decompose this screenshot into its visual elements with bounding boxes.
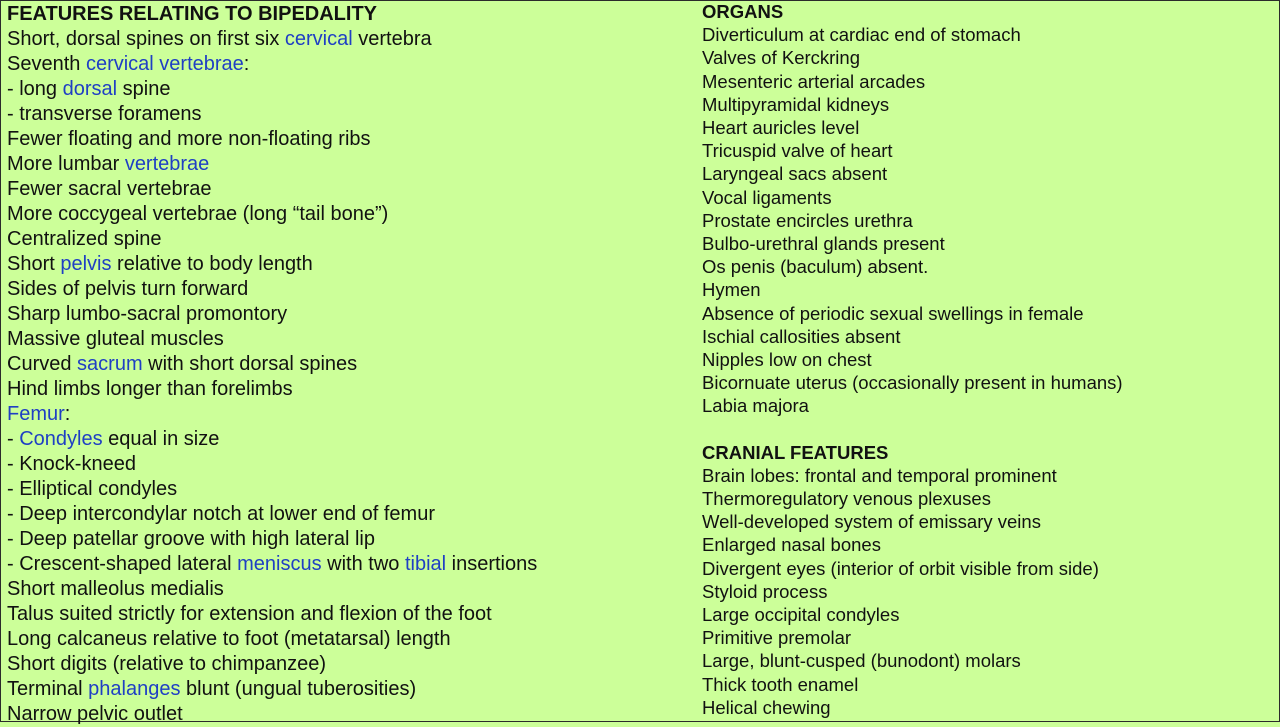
organ-item: Nipples low on chest [702, 349, 872, 371]
bipedality-item [7, 527, 687, 552]
item-text: - Deep patellar groove with high lateral lip [7, 528, 375, 550]
item-text: Seventh [7, 53, 86, 75]
organ-item: Bulbo-urethral glands present [702, 233, 945, 255]
bipedality-item [7, 477, 687, 502]
item-text: Talus suited strictly for extension and flexion of the foot [7, 603, 492, 625]
cranial-item: Divergent eyes (interior of orbit visible from side) [702, 557, 1099, 579]
item-text: Short [7, 253, 61, 275]
cranial-heading: CRANIAL FEATURES [702, 441, 889, 463]
item-text: - transverse foramens [7, 103, 202, 125]
item-text: Centralized spine [7, 228, 162, 250]
item-text: Hind limbs longer than forelimbs [7, 378, 293, 400]
item-text: - Knock-kneed [7, 453, 136, 475]
item-text: - Elliptical condyles [7, 478, 178, 500]
organ-item: Vocal ligaments [702, 186, 832, 208]
organ-item: Labia majora [702, 395, 809, 417]
term-link[interactable]: sacrum [77, 353, 143, 375]
bipedality-item [7, 652, 687, 677]
item-text: Short malleolus medialis [7, 578, 224, 600]
organ-item: Mesenteric arterial arcades [702, 70, 926, 92]
item-text: blunt (ungual tuberosities) [180, 678, 417, 700]
term-link[interactable]: tibial [404, 553, 447, 575]
item-text: Fewer sacral vertebrae [7, 178, 212, 200]
item-text: - [7, 428, 20, 450]
item-text: Terminal [7, 678, 89, 700]
cranial-item: Helical chewing [702, 696, 831, 718]
organ-item: Diverticulum at cardiac end of stomach [702, 24, 1021, 46]
organ-item: Multipyramidal kidneys [702, 93, 890, 115]
bipedality-item [7, 302, 687, 327]
cranial-item: Well-developed system of emissary veins [702, 511, 1041, 533]
term-link[interactable]: cervical [284, 28, 353, 50]
bipedality-item [7, 452, 687, 477]
bipedality-item [7, 202, 687, 227]
item-text: : [64, 403, 71, 425]
bipedality-item [7, 602, 687, 627]
cranial-item: Brain lobes: frontal and temporal prominent [702, 464, 1057, 486]
item-text: with short dorsal spines [142, 353, 358, 375]
item-text: vertebra [352, 28, 432, 50]
item-text: - long [7, 78, 63, 100]
organs-heading: ORGANS [702, 1, 784, 22]
organ-item: Absence of periodic sexual swellings in female [702, 302, 1084, 324]
bipedality-item [7, 52, 687, 77]
item-text: - Crescent-shaped lateral [7, 553, 238, 575]
item-text: Narrow pelvic outlet [7, 703, 183, 725]
bipedality-item [7, 427, 687, 452]
term-link[interactable]: pelvis [60, 253, 112, 275]
organ-item: Laryngeal sacs absent [702, 163, 888, 185]
bipedality-item [7, 27, 687, 52]
item-text: Long calcaneus relative to foot (metatarsal) length [7, 628, 451, 650]
item-text: with two [321, 553, 405, 575]
organ-item: Valves of Kerckring [702, 47, 860, 69]
item-text: Fewer floating and more non-floating ribs [7, 128, 371, 150]
organ-item: Hymen [702, 279, 761, 301]
bipedality-item [7, 227, 687, 252]
bipedality-item [7, 177, 687, 202]
item-text: relative to body length [111, 253, 313, 275]
bipedality-item [7, 377, 687, 402]
bipedality-list [7, 27, 687, 727]
term-link[interactable]: Condyles [19, 428, 103, 450]
item-text: More lumbar [7, 153, 125, 175]
cranial-list [702, 464, 1272, 719]
bipedality-item [7, 327, 687, 352]
item-text: Sides of pelvis turn forward [7, 278, 249, 300]
term-link[interactable]: meniscus [237, 553, 322, 575]
term-link[interactable]: vertebrae [124, 153, 210, 175]
organ-item: Bicornuate uterus (occasionally present in humans) [702, 372, 1123, 394]
bipedality-item [7, 77, 687, 102]
cranial-item: Styloid process [702, 580, 828, 602]
item-text: Short digits (relative to chimpanzee) [7, 653, 327, 675]
organ-item: Prostate encircles urethra [702, 209, 913, 231]
cranial-item: Enlarged nasal bones [702, 534, 881, 556]
bipedality-item [7, 702, 687, 727]
cranial-item: Thermoregulatory venous plexuses [702, 488, 991, 510]
cranial-item: Thick tooth enamel [702, 673, 859, 695]
term-link[interactable]: dorsal [62, 78, 118, 100]
item-text: More coccygeal vertebrae (long “tail bone”) [7, 203, 389, 225]
item-text: Short, dorsal spines on first six [7, 28, 285, 50]
item-text: Curved [7, 353, 78, 375]
bipedality-item [7, 102, 687, 127]
item-text: : [243, 53, 250, 75]
bipedality-item [7, 502, 687, 527]
organs-list [702, 23, 1272, 417]
bipedality-column [7, 2, 687, 727]
bipedality-item [7, 127, 687, 152]
item-text: - Deep intercondylar notch at lower end of femur [7, 503, 435, 525]
term-link[interactable]: cervical vertebrae [85, 53, 244, 75]
bipedality-heading: FEATURES RELATING TO BIPEDALITY [7, 3, 378, 25]
bipedality-item [7, 152, 687, 177]
organ-item: Tricuspid valve of heart [702, 140, 893, 162]
organ-item: Heart auricles level [702, 117, 860, 139]
organ-item: Os penis (baculum) absent. [702, 256, 929, 278]
item-text: Sharp lumbo-sacral promontory [7, 303, 288, 325]
bipedality-item [7, 402, 687, 427]
bipedality-item [7, 627, 687, 652]
section-gap [702, 418, 1272, 441]
organ-item: Ischial callosities absent [702, 325, 901, 347]
item-text: insertions [446, 553, 538, 575]
cranial-item: Large, blunt-cusped (bunodont) molars [702, 650, 1021, 672]
item-text: equal in size [102, 428, 220, 450]
term-link[interactable]: Femur [7, 403, 65, 425]
bipedality-item [7, 277, 687, 302]
bipedality-item [7, 352, 687, 377]
right-column [702, 0, 1272, 719]
bipedality-item [7, 252, 687, 277]
term-link[interactable]: phalanges [88, 678, 181, 700]
bipedality-item [7, 552, 687, 577]
bipedality-item [7, 677, 687, 702]
item-text: spine [117, 78, 171, 100]
cranial-item: Large occipital condyles [702, 604, 900, 626]
item-text: Massive gluteal muscles [7, 328, 224, 350]
cranial-item: Primitive premolar [702, 627, 852, 649]
bipedality-item [7, 577, 687, 602]
